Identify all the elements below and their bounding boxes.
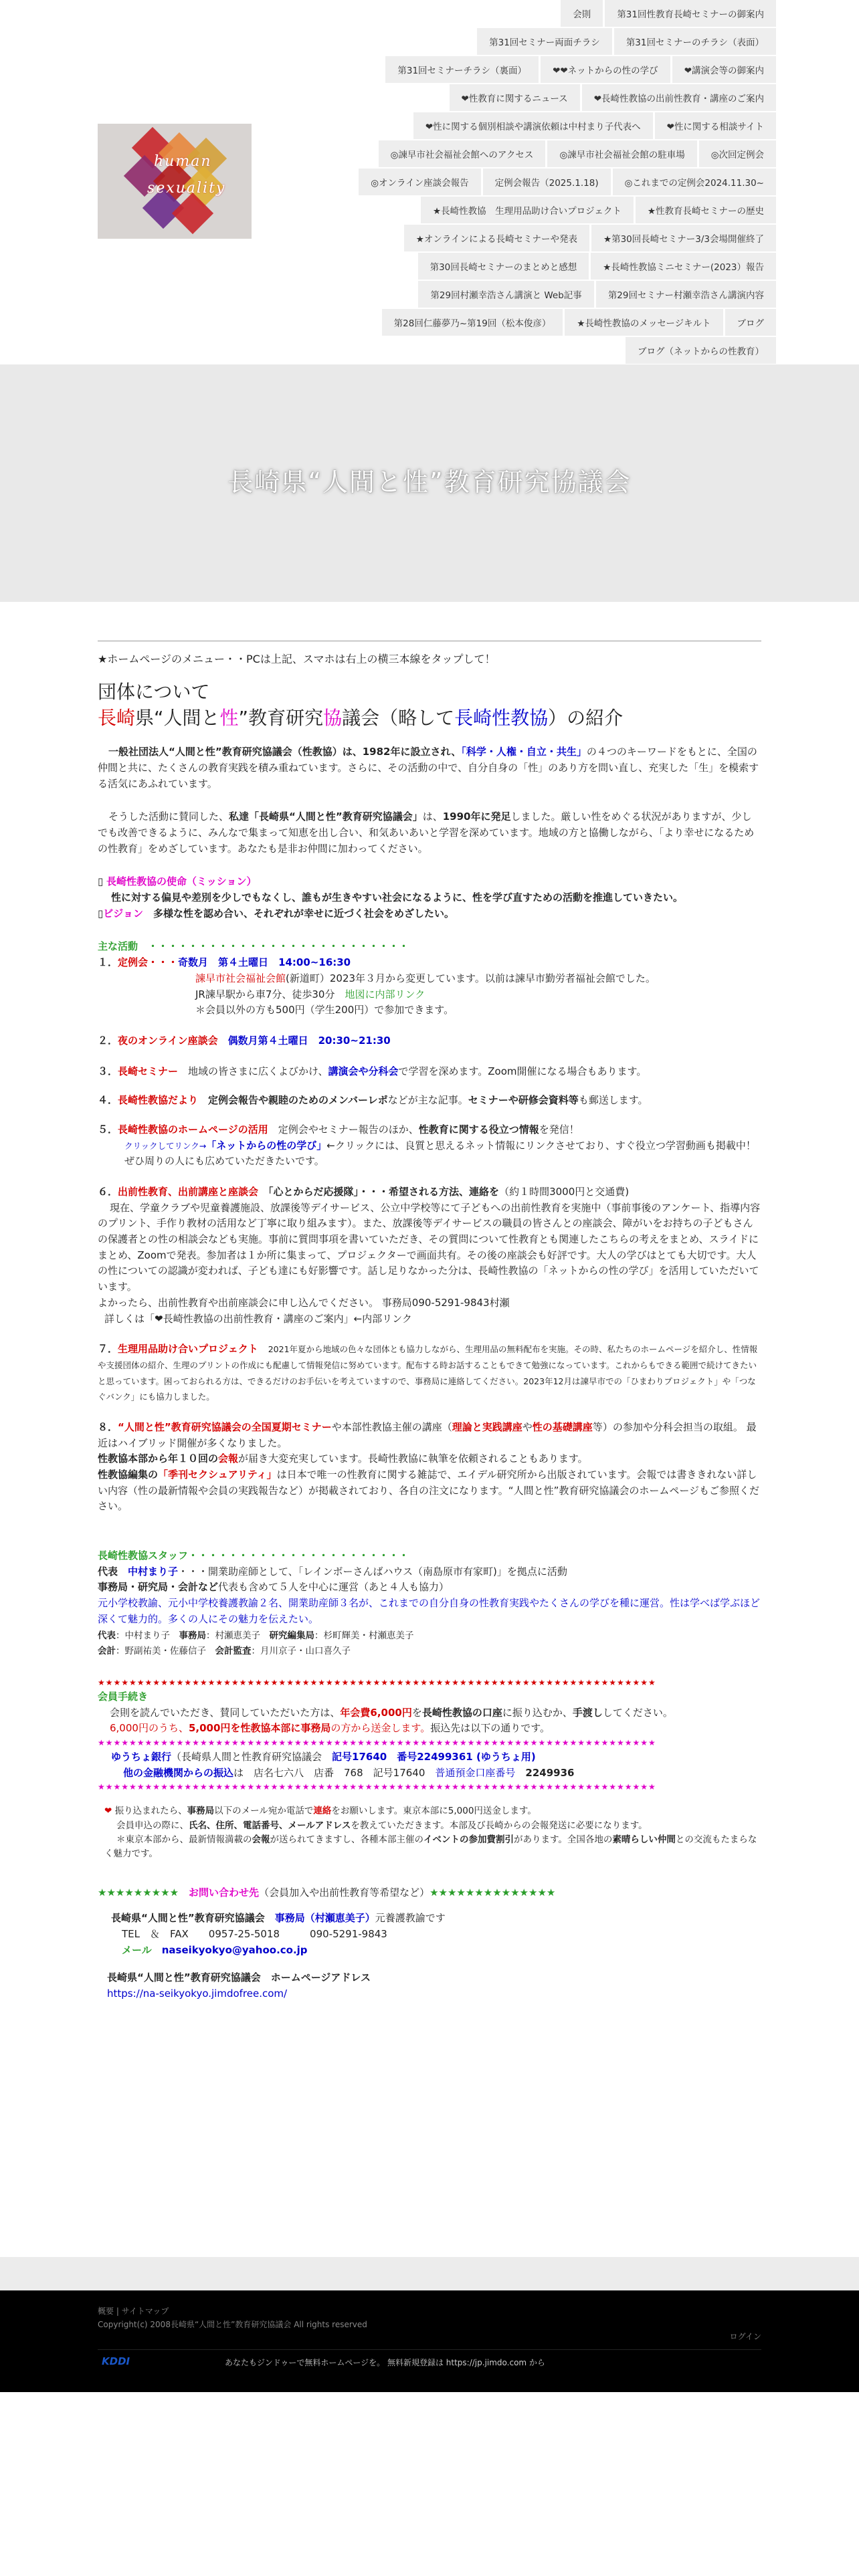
nav-row	[326, 169, 776, 197]
footer-bar	[98, 2349, 761, 2370]
section-heading-intro: 長崎県“人間と性”教育研究協議会（略して長崎性教協）の紹介	[98, 707, 624, 730]
contact-heading: ★★★★★★★★★ お問い合わせ先（会員加入や出前性教育等希望など）★★★★★★★★★★★★★★	[98, 1887, 556, 1899]
contact-details: 長崎県“人間と性”教育研究協議会 事務局（村瀬恵美子）元養護教諭です TEL ＆ FAX 0957-25-5018 090-5291-9843 メール naseikyokyo@yahoo.co.jp	[111, 1912, 446, 1956]
activity-6: ６．出前性教育、出前講座と座談会 「心とからだ応援隊」・・・希望される方法、連絡を（約１時間3000円と交通費)	[98, 1186, 630, 1198]
nav-item[interactable]: ❤講演会等の御案内	[672, 56, 776, 83]
nav-item[interactable]: ★第30回長崎セミナー3/3会場開催終了	[591, 225, 776, 251]
net-learning-link[interactable]: 「ネットからの性の学び」	[206, 1139, 327, 1152]
nav-row	[326, 225, 776, 253]
email-link[interactable]: naseikyokyo@yahoo.co.jp	[161, 1943, 308, 1956]
site-logo[interactable]	[98, 124, 252, 239]
nav-item[interactable]: ★長崎性教協 生理用品助け合いプロジェクト	[421, 197, 634, 223]
footer-copyright: Copyright(c) 2008長崎県“人間と性”教育研究協議会 All rights reserved	[98, 2320, 367, 2329]
notes-section: ❤ 振り込まれたら、事務局以下のメール宛か電話で連絡をお願いします。東京本部に5,000円送金します。 会員申込の際に、氏名、住所、電話番号、メールアドレスを教えていただきます。本部及び長崎からの会報発送に必要になります。 ＊東京本部から、最新情報満載の会報が送られてきますし、各種本部主催のイベントの参加費割引があります。全国各地の素晴らしい仲間との交流もたまらなく魅力です。	[104, 1806, 757, 1860]
login-link[interactable]: ログイン	[729, 2332, 761, 2341]
activity-5-detail: クリックしてリンク→「ネットからの性の学び」←クリックには、良質と思えるネット情報にリンクさせており、すぐ役立つ学習動画も掲載中！ ぜひ周りの人にも広めていただきたいです。	[124, 1139, 766, 1168]
nav-item[interactable]: 第28回仁藤夢乃~第19回（松本俊彦）	[382, 309, 563, 336]
main-navigation	[326, 0, 776, 365]
main-content	[98, 641, 766, 2002]
nav-item[interactable]: 第29回セミナー村瀬幸浩さん講演内容	[596, 281, 776, 308]
map-link[interactable]: 地図に内部リンク	[345, 988, 425, 1000]
site-footer	[0, 2290, 859, 2392]
nav-row	[326, 140, 776, 169]
nav-row	[326, 112, 776, 140]
activity-6-apply: よかったら、出前性教育や出前座談会に申し込んでください。 事務局090-5291-9843村瀬	[98, 1296, 510, 1309]
star-divider: ★★★★★★★★★★★★★★★★★★★★★★★★★★★★★★★★★★★★★★★★★★★★★★★★★★★★★★★★★★★★★★★★★★★★★★★	[98, 1737, 656, 1747]
nav-row	[326, 28, 776, 56]
site-header	[0, 0, 859, 497]
nav-item[interactable]: ❤性に関する個別相談や講演依頼は中村まり子代表へ	[413, 112, 653, 139]
staff-heading: 長崎性教協スタッフ・・・・・・・・・・・・・・・・・・・・・・	[98, 1549, 409, 1562]
nav-row	[326, 309, 776, 337]
logo-text: human	[154, 153, 212, 170]
brand-logo[interactable]: KDDI	[102, 2355, 130, 2367]
nav-item[interactable]: ブログ	[725, 309, 777, 336]
bullet-icon: ▯	[98, 907, 104, 920]
nav-row	[326, 0, 776, 28]
promo-text[interactable]: あなたもジンドゥーで無料ホームページを。 無料新規登録は https://jp.jimdo.com から	[225, 2358, 545, 2367]
hero-banner	[0, 364, 859, 602]
member-procedure: 会則を読んでいただき、賛同していただいた方は、年会費6,000円を長崎性教協の口座に振り込むか、手渡ししてください。 6,000円のうち、5,000円を性教協本部に事務局の方から送金します。振込先は以下の通りです。	[110, 1706, 673, 1735]
activity-6-detail: 現在、学童クラブや児童養護施設、放課後等デイサービス、公立中学校等にて子どもへの出前性教育を実施中（事前事後のアンケート、指導内容のプリント、手作り教材の活用など丁寧に取り組みます）。また、放課後等デイサービスの職員の皆さんとの座談会、障がいをお持ちの子どもさんの保護者との性の相談会なども実施。事前に質問事項を書いていただき、その質問について性教育とも関連したこちらの考えをまとめ、スライドにまとめ、Zoomで発表。参加者は１か所に集まって、プロジェクターで画面共有。その後の座談会も好評です。大人の学びはとても大切です。大人の性についての認識が変われば、子ども達にも好影響です。話し足りなかった分は、長崎性教協の「ネットからの性の学び」を活用していただいています。	[98, 1201, 761, 1293]
nav-item[interactable]: 第31回セミナーのチラシ（表面）	[614, 28, 776, 55]
star-divider: ★★★★★★★★★★★★★★★★★★★★★★★★★★★★★★★★★★★★★★★★★★★★★★★★★★★★★★★★★★★★★★★★★★★★★★★	[98, 1677, 656, 1687]
mission-label: ▯ 長崎性教協の使命（ミッション）	[98, 875, 257, 888]
venue-link[interactable]: 諫早市社会福祉会館	[195, 972, 286, 984]
nav-item[interactable]: ブログ（ネットからの性教育）	[626, 337, 776, 364]
activity-1: １．定例会・・・奇数月 第４土曜日 14:00~16:30	[98, 956, 351, 969]
logo-text: sexuality	[147, 180, 226, 197]
nav-row	[326, 281, 776, 309]
intro-paragraph-2: そうした活動に賛同した、私達「長崎県“人間と性”教育研究協議会」は、1990年に発足しました。厳しい性をめぐる状況がありますが、少しでも改善できるように、みんなで集まって知恵を出し合い、和気あいあいと学習を深めています。地域の方と協働しながら、「より幸せになるための性教育」をめざしています。あなたも是非お仲間に加わってください。	[98, 811, 755, 855]
nav-item[interactable]: ★長崎性教協ミニセミナー(2023）報告	[591, 253, 776, 280]
footer-links[interactable]: 概要 | サイトマップ	[98, 2306, 169, 2316]
homepage-label: 長崎県“人間と性”教育研究協議会 ホームページアドレス	[107, 1971, 371, 1984]
nav-item[interactable]: ◎オンライン座談会報告	[359, 169, 480, 195]
heart-icon: ❤	[104, 1806, 112, 1817]
activity-6-link[interactable]: 詳しくは「❤長崎性教協の出前性教育・講座のご案内」←内部リンク	[104, 1312, 412, 1325]
star-divider: ★★★★★★★★★★★★★★★★★★★★★★★★★★★★★★★★★★★★★★★★★★★★★★★★★★★★★★★★★★★★★★★★★★★★★★★	[98, 1782, 656, 1792]
activity-3: ３．長崎セミナー 地域の皆さまに広くよびかけ、講演会や分科会で学習を深めます。Zoom開催になる場合もあります。	[98, 1065, 647, 1077]
activity-5: ５．長崎性教協のホームページの活用 定例会やセミナー報告のほか、性教育に関する役立つ情報を発信！	[98, 1123, 579, 1136]
nav-row	[326, 84, 776, 112]
nav-item[interactable]: 第31回セミナー両面チラシ	[477, 28, 612, 55]
nav-item[interactable]: 定例会報告（2025.1.18)	[483, 169, 611, 195]
section-heading-about: 団体について	[98, 681, 210, 704]
vision-row: ▯ビジョン 多様な性を認め合い、それぞれが幸せに近づく社会をめざしたい。	[98, 907, 454, 920]
nav-item[interactable]: 会則	[561, 0, 603, 27]
activity-8: ８．“人間と性”教育研究協議会の全国夏期セミナーや本部性教協主催の講座（理論と実践講座や性の基礎講座等）の参加や分科会担当の取組。 最近はハイブリッド開催が多くなりました。 性教協本部から年１０回の会報が届き大変充実しています。長崎性教協に執筆を依頼されることもあります。 性教協編集の「季刊セクシュアリティ」は日本で唯一の性教育に関する雑誌で、エイデル研究所から出版されています。会報では書ききれない詳しい内容（性の最新情報や会員の実践報告など）が掲載されており、各自の注文になります。“人間と性”教育研究協議会のホームページもご参照ください。	[98, 1420, 760, 1513]
bullet-icon: ▯	[98, 875, 104, 888]
mission-text: 性に対する偏見や差別を少しでもなくし、誰もが生きやすい社会になるように、性を学び直すための活動を推進していきたい。	[111, 891, 684, 904]
nav-item[interactable]: ❤長崎性教協の出前性教育・講座のご案内	[582, 84, 776, 111]
nav-item[interactable]: ❤❤ネットからの性の学び	[541, 56, 670, 83]
intro-paragraph-1: 一般社団法人“人間と性”教育研究協議会（性教協）は、1982年に設立され、「科学・人権・自立・共生」の４つのキーワードをもとに、全国の仲間と共に、たくさんの教育実践を積み重ねています。さらに、その活動の中で、自分自身の「性」のあり方を問い直し、充実した「生」を模索する活気にあふれています。	[98, 746, 759, 790]
nav-item[interactable]: ◎諫早市社会福祉会館へのアクセス	[379, 140, 546, 167]
menu-hint: ★ホームページのメニュー・・PCは上記、スマホは右上の横三本線をタップして！	[98, 653, 496, 665]
nav-row	[326, 56, 776, 84]
nav-row	[326, 197, 776, 225]
footer-spacer	[0, 2257, 859, 2290]
site-title: 長崎県“人間と性”教育研究協議会	[227, 467, 632, 497]
nav-item[interactable]: ★長崎性教協のメッセージキルト	[565, 309, 723, 336]
nav-item[interactable]: ❤性に関する相談サイト	[655, 112, 776, 139]
homepage-link[interactable]: https://na-seikyokyo.jimdofree.com/	[107, 1987, 288, 2000]
activity-1-venue: 諫早市社会福祉会館(新道町）2023年３月から変更しています。以前は諫早市勤労者福祉会館でした。 JR諫早駅から車7分、徒歩30分 地図に内部リンク ＊会員以外の方も500円（学生200円）で参加できます。	[195, 972, 656, 1016]
nav-item[interactable]: ◎諫早市社会福祉会館の駐車場	[547, 140, 696, 167]
activity-4: ４．長崎性教協だより 定例会報告や親睦のためのメンバーレポなどが主な記事。セミナーや研修会資料等も郵送します。	[98, 1094, 648, 1107]
activity-2: ２．夜のオンライン座談会 偶数月第４土曜日 20:30~21:30	[98, 1034, 391, 1047]
activities-heading: 主な活動 ・・・・・・・・・・・・・・・・・・・・・・・・・・	[98, 940, 409, 953]
nav-item[interactable]: ◎次回定例会	[699, 140, 776, 167]
nav-row	[326, 337, 776, 365]
nav-item[interactable]: 第31回セミナーチラシ（裏面）	[385, 56, 539, 83]
nav-item[interactable]: ★性教育長崎セミナーの歴史	[636, 197, 776, 223]
bank-info: ゆうちょ銀行（長崎県人間と性教育研究協議会 記号17640 番号22499361 (ゆうちょ用) 他の金融機関からの振込は 店名七六八 店番 768 記号17640 普通預金口座番号 2249936	[111, 1750, 575, 1779]
nav-item[interactable]: ◎これまでの定例会2024.11.30~	[613, 169, 776, 195]
member-heading: 会員手続き	[98, 1690, 149, 1703]
nav-item[interactable]: ★オンラインによる長崎セミナーや発表	[404, 225, 589, 251]
nav-item[interactable]: 第30回長崎セミナーのまとめと感想	[418, 253, 589, 280]
staff-section: 代表 中村まり子・・・開業助産師として、「レインボーさんばハウス（南島原市有家町)」を拠点に活動 事務局・研究局・会計など代表も含めて５人を中心に運営（あと４人も協力） 元小学校教諭、元小中学校養護教諭２名、開業助産師３名が、これまでの自分自身の性教育実践やたくさんの学びを種に運営。性は学べば学ぶほど深くて魅力的。多くの人にその魅力を伝えたい。 代表：中村まり子 事務局：村瀬恵美子 研究編集局：杉町輝美・村瀬恵美子 会計：野副祐美・佐藤信子 会計監査：月川京子・山口喜久子	[98, 1565, 761, 1657]
nav-row	[326, 253, 776, 281]
nav-item[interactable]: 第29回村瀬幸浩さん講演と Web記事	[418, 281, 593, 308]
activity-7: ７．生理用品助け合いプロジェクト 2021年夏から地域の色々な団体とも協力しながら、生理用品の無料配布を実施。その時、私たちのホームページを紹介し、性情報や支援団体の紹介、生理のプリントの作成にも配慮して情報発信に努めています。配布する時お話することもできて勉強になっています。これからもできる範囲で続けてきたいと思っています。困っておられる方は、できるだけのお手伝いを考えていますので、事務局に連絡してください。2023年12月は諫早市での「ひまわりプロジェクト」や「つなぐバンク」にも協力しました。	[98, 1343, 758, 1402]
nav-item[interactable]: 第31回性教育長崎セミナーの御案内	[605, 0, 776, 27]
nav-item[interactable]: ❤性教育に関するニュース	[450, 84, 580, 111]
